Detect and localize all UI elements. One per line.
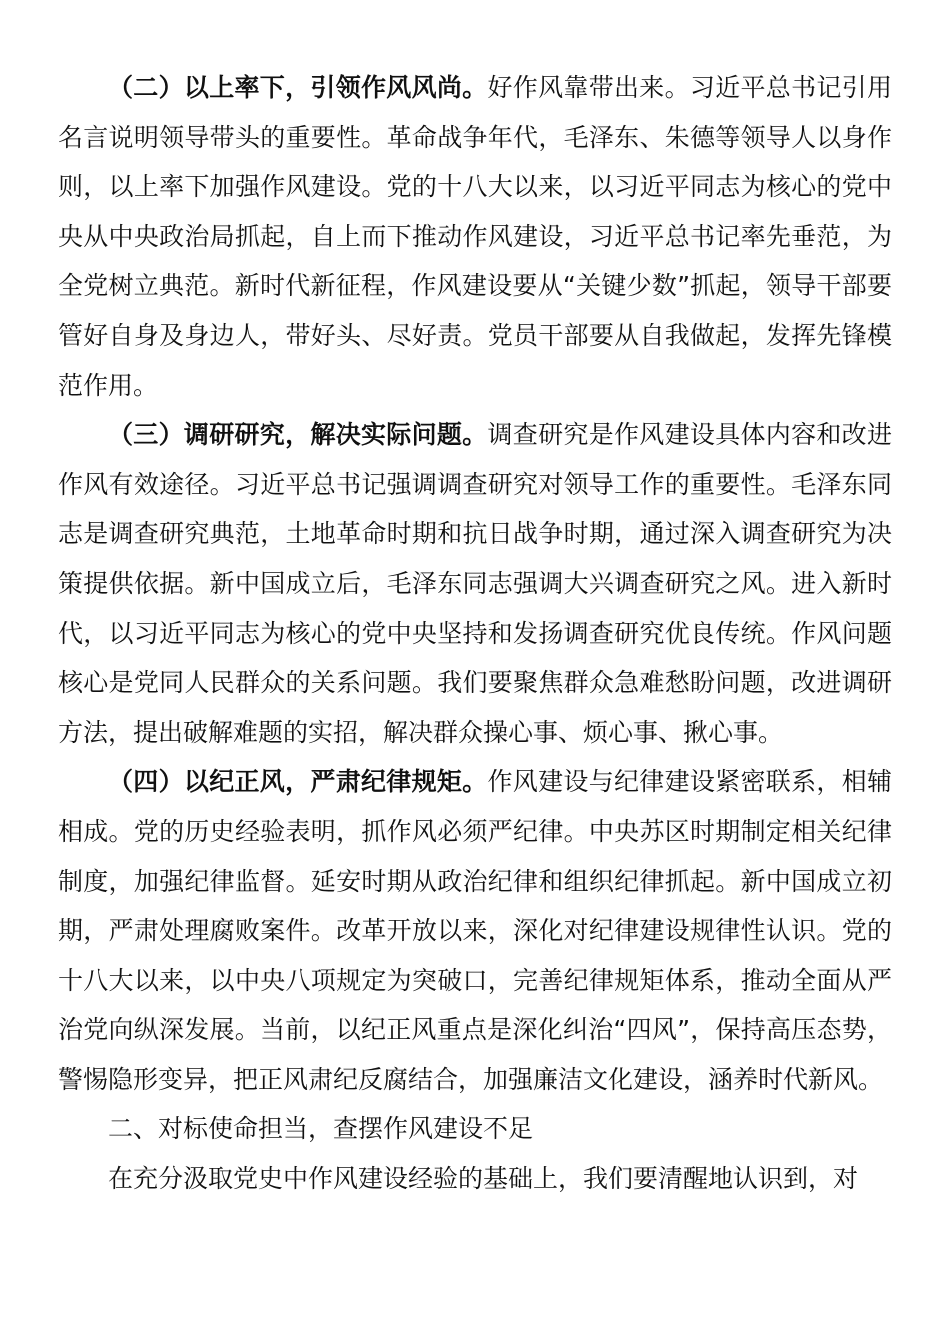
paragraph-heading: （四）以纪正风，严肃纪律规矩。: [108, 767, 488, 797]
paragraph-body: 调查研究是作风建设具体内容和改进作风有效途径。习近平总书记强调调查研究对领导工作的重要性。毛泽东同志是调查研究典范，土地革命时期和抗日战争时期，通过深入调查研究为决策提供依据。新中国成立后，毛泽东同志强调大兴调查研究之风。进入新时代，以习近平同志为核心的党中央坚持和发扬调查研究优良传统。作风问题核心是党同人民群众的关系问题。我们要聚焦群众急难愁盼问题，改进调研方法，提出破解难题的实招，解决群众操心事、烦心事、揪心事。: [58, 420, 892, 747]
paragraph-leading-by-example: [58, 63, 892, 410]
paragraph-body: 好作风靠带出来。习近平总书记引用名言说明领导带头的重要性。革命战争年代，毛泽东、朱德等领导人以身作则，以上率下加强作风建设。党的十八大以来，以习近平同志为核心的党中央从中央政治局抓起，自上而下推动作风建设，习近平总书记率先垂范，为全党树立典范。新时代新征程，作风建设要从“关键少数”抓起，领导干部要管好自身及身边人，带好头、尽好责。党员干部要从自我做起，发挥先锋模范作用。: [58, 73, 892, 400]
paragraph-heading: （三）调研研究，解决实际问题。: [108, 420, 488, 450]
closing-paragraph: 在充分汲取党史中作风建设经验的基础上，我们要清醒地认识到，对: [108, 1164, 859, 1194]
paragraph-body: 作风建设与纪律建设紧密联系，相辅相成。党的历史经验表明，抓作风必须严纪律。中央苏区时期制定相关纪律制度，加强纪律监督。延安时期从政治纪律和组织纪律抓起。新中国成立初期，严肃处理腐败案件。改革开放以来，深化对纪律建设规律性认识。党的十八大以来，以中央八项规定为突破口，完善纪律规矩体系，推动全面从严治党向纵深发展。当前，以纪正风重点是深化纠治“四风”，保持高压态势，警惕隐形变异，把正风肃纪反腐结合，加强廉洁文化建设，涵养时代新风。: [58, 767, 892, 1094]
section-heading: 二、对标使命担当，查摆作风建设不足: [108, 1114, 534, 1144]
paragraph-discipline: [58, 757, 892, 1104]
paragraph-research: [58, 410, 892, 757]
document-page: [58, 63, 892, 1204]
paragraph-heading: （二）以上率下，引领作风风尚。: [108, 73, 488, 102]
